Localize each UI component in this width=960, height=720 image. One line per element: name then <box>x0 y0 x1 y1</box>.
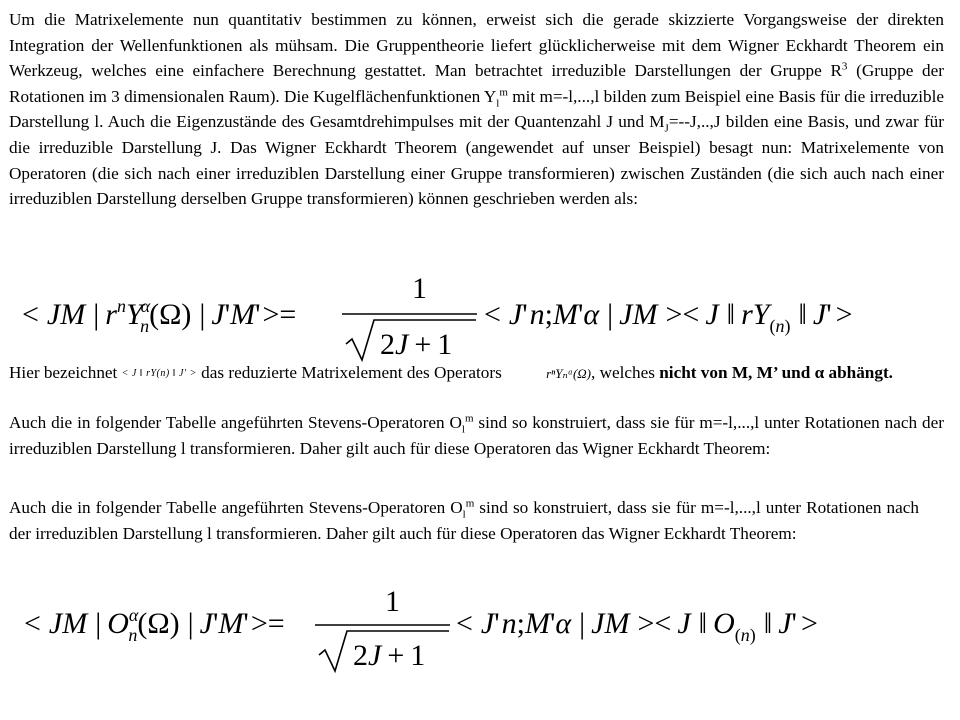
intro-text-1: Um die Matrixelemente nun quantitativ bestimmen zu können, erweist sich die gerade skizzierte Vorgangsweise der direkten Integration der Wellenfunktionen als mühsam. Die Gruppentheorie liefert glücklicherweise mit dem Wigner Eckhardt Theorem ein Werkzeug, welches eine einfachere Berechnung gestattet. Man betrachtet irreduzible Darstellungen der Gruppe R <box>9 10 944 81</box>
intro-text-2: (Gruppe der Rotationen im 3 dimensionalen Raum). Die Kugelflächenfunktionen Y <box>9 61 944 106</box>
formula-2-denominator: 2J + 1 <box>353 639 426 672</box>
reduced-text-mid: das reduzierte Matrixelement des Operators <box>196 363 507 382</box>
stevens-1-o-superscript: m <box>464 412 474 425</box>
stevens-2-text-2: sind so konstruiert, dass sie für m=-l,...,l unter Rotationen nach der irreduziblen Darstellung l transformieren. Daher gilt auch für diese Operatoren das Wigner Eckhardt Theorem: <box>9 498 919 543</box>
formula-2-svg <box>0 585 960 680</box>
stevens-2-text-1: Auch die in folgender Tabelle angeführten Stevens-Operatoren O <box>9 498 463 517</box>
formula-2-rhs: < J'n;M'α | JM >< J ‖ $O_(n$) ‖ J' > <box>456 607 818 645</box>
reduced-element-inline: < J ‖ rY(n) ‖ J' > <box>121 368 197 380</box>
operator-inline: rⁿYₙᵅ(Ω) <box>546 366 591 382</box>
reduced-text-bold: nicht von M, M’ und α abhängt. <box>659 363 893 382</box>
formula-2-sqrt-sign <box>319 631 449 671</box>
formula-1-rhs: < J'n;M'α | JM >< J ‖ $rY_(n$) ‖ J' > <box>484 298 853 336</box>
formula-text-alternatives <box>0 0 1 1</box>
wigner-eckhardt-formula-1 <box>0 268 960 363</box>
reduced-text-tail: , welches <box>591 363 660 382</box>
stevens-paragraph-2 <box>9 495 919 546</box>
stevens-paragraph-1 <box>9 410 944 461</box>
wigner-eckhardt-formula-2 <box>0 585 960 680</box>
stevens-1-text-2: sind so konstruiert, dass sie für m=-l,...,l unter Rotationen nach der irreduziblen Darstellung l transformieren. Daher gilt auch für diese Operatoren das Wigner Eckhardt Theorem: <box>9 413 944 458</box>
stevens-1-text-1: Auch die in folgender Tabelle angeführten Stevens-Operatoren O <box>9 413 462 432</box>
formula-1-denominator-text <box>0 0 1 1</box>
formula-1-numerator: 1 <box>412 272 427 305</box>
formula-1-svg <box>0 268 960 363</box>
y-superscript: m <box>499 86 508 99</box>
formula-1-denominator: 2J + 1 <box>380 328 453 361</box>
formula-2-lhs: < JM | $O^\alpha$ n(Ω) | J'M'>= <box>24 605 285 645</box>
intro-paragraph <box>9 7 944 212</box>
formula-2-numerator: 1 <box>385 585 400 618</box>
intro-text-4: =--J,..,J bilden eine Basis, und zwar für die irreduzible Darstellung J. Das Wigner Eckhardt Theorem (angewendet auf unser Beispiel) besagt nun: Matrixelemente von Operatoren (die sich nach einer irreduziblen Darstellung einer Gruppe transformieren) zwischen Zuständen (die sich auch nach einer irreduziblen Darstellung derselben Gruppe transformieren) können geschrieben werden als: <box>9 112 944 209</box>
mj-subscript: J <box>664 122 669 135</box>
stevens-1-o-subscript: l <box>461 423 465 436</box>
formula-1-sqrt-sign <box>346 320 476 360</box>
formula-1-lhs: < JM | $r^nY\alpha$ n(Ω) | J'M'>= <box>22 296 297 336</box>
y-subscript: l <box>496 97 500 110</box>
r3-superscript: 3 <box>841 60 848 73</box>
reduced-element-paragraph <box>9 360 944 387</box>
intro-text-3: mit m=-l,...,l bilden zum Beispiel eine Basis für die irreduzible Darstellung l. Auch die Eigenzustände des Gesamtdrehimpulses mit der Quantenzahl J und M <box>9 86 944 132</box>
stevens-2-o-superscript: m <box>465 497 475 510</box>
stevens-2-o-subscript: l <box>462 508 466 521</box>
reduced-text-lead: Hier bezeichnet <box>9 363 122 382</box>
